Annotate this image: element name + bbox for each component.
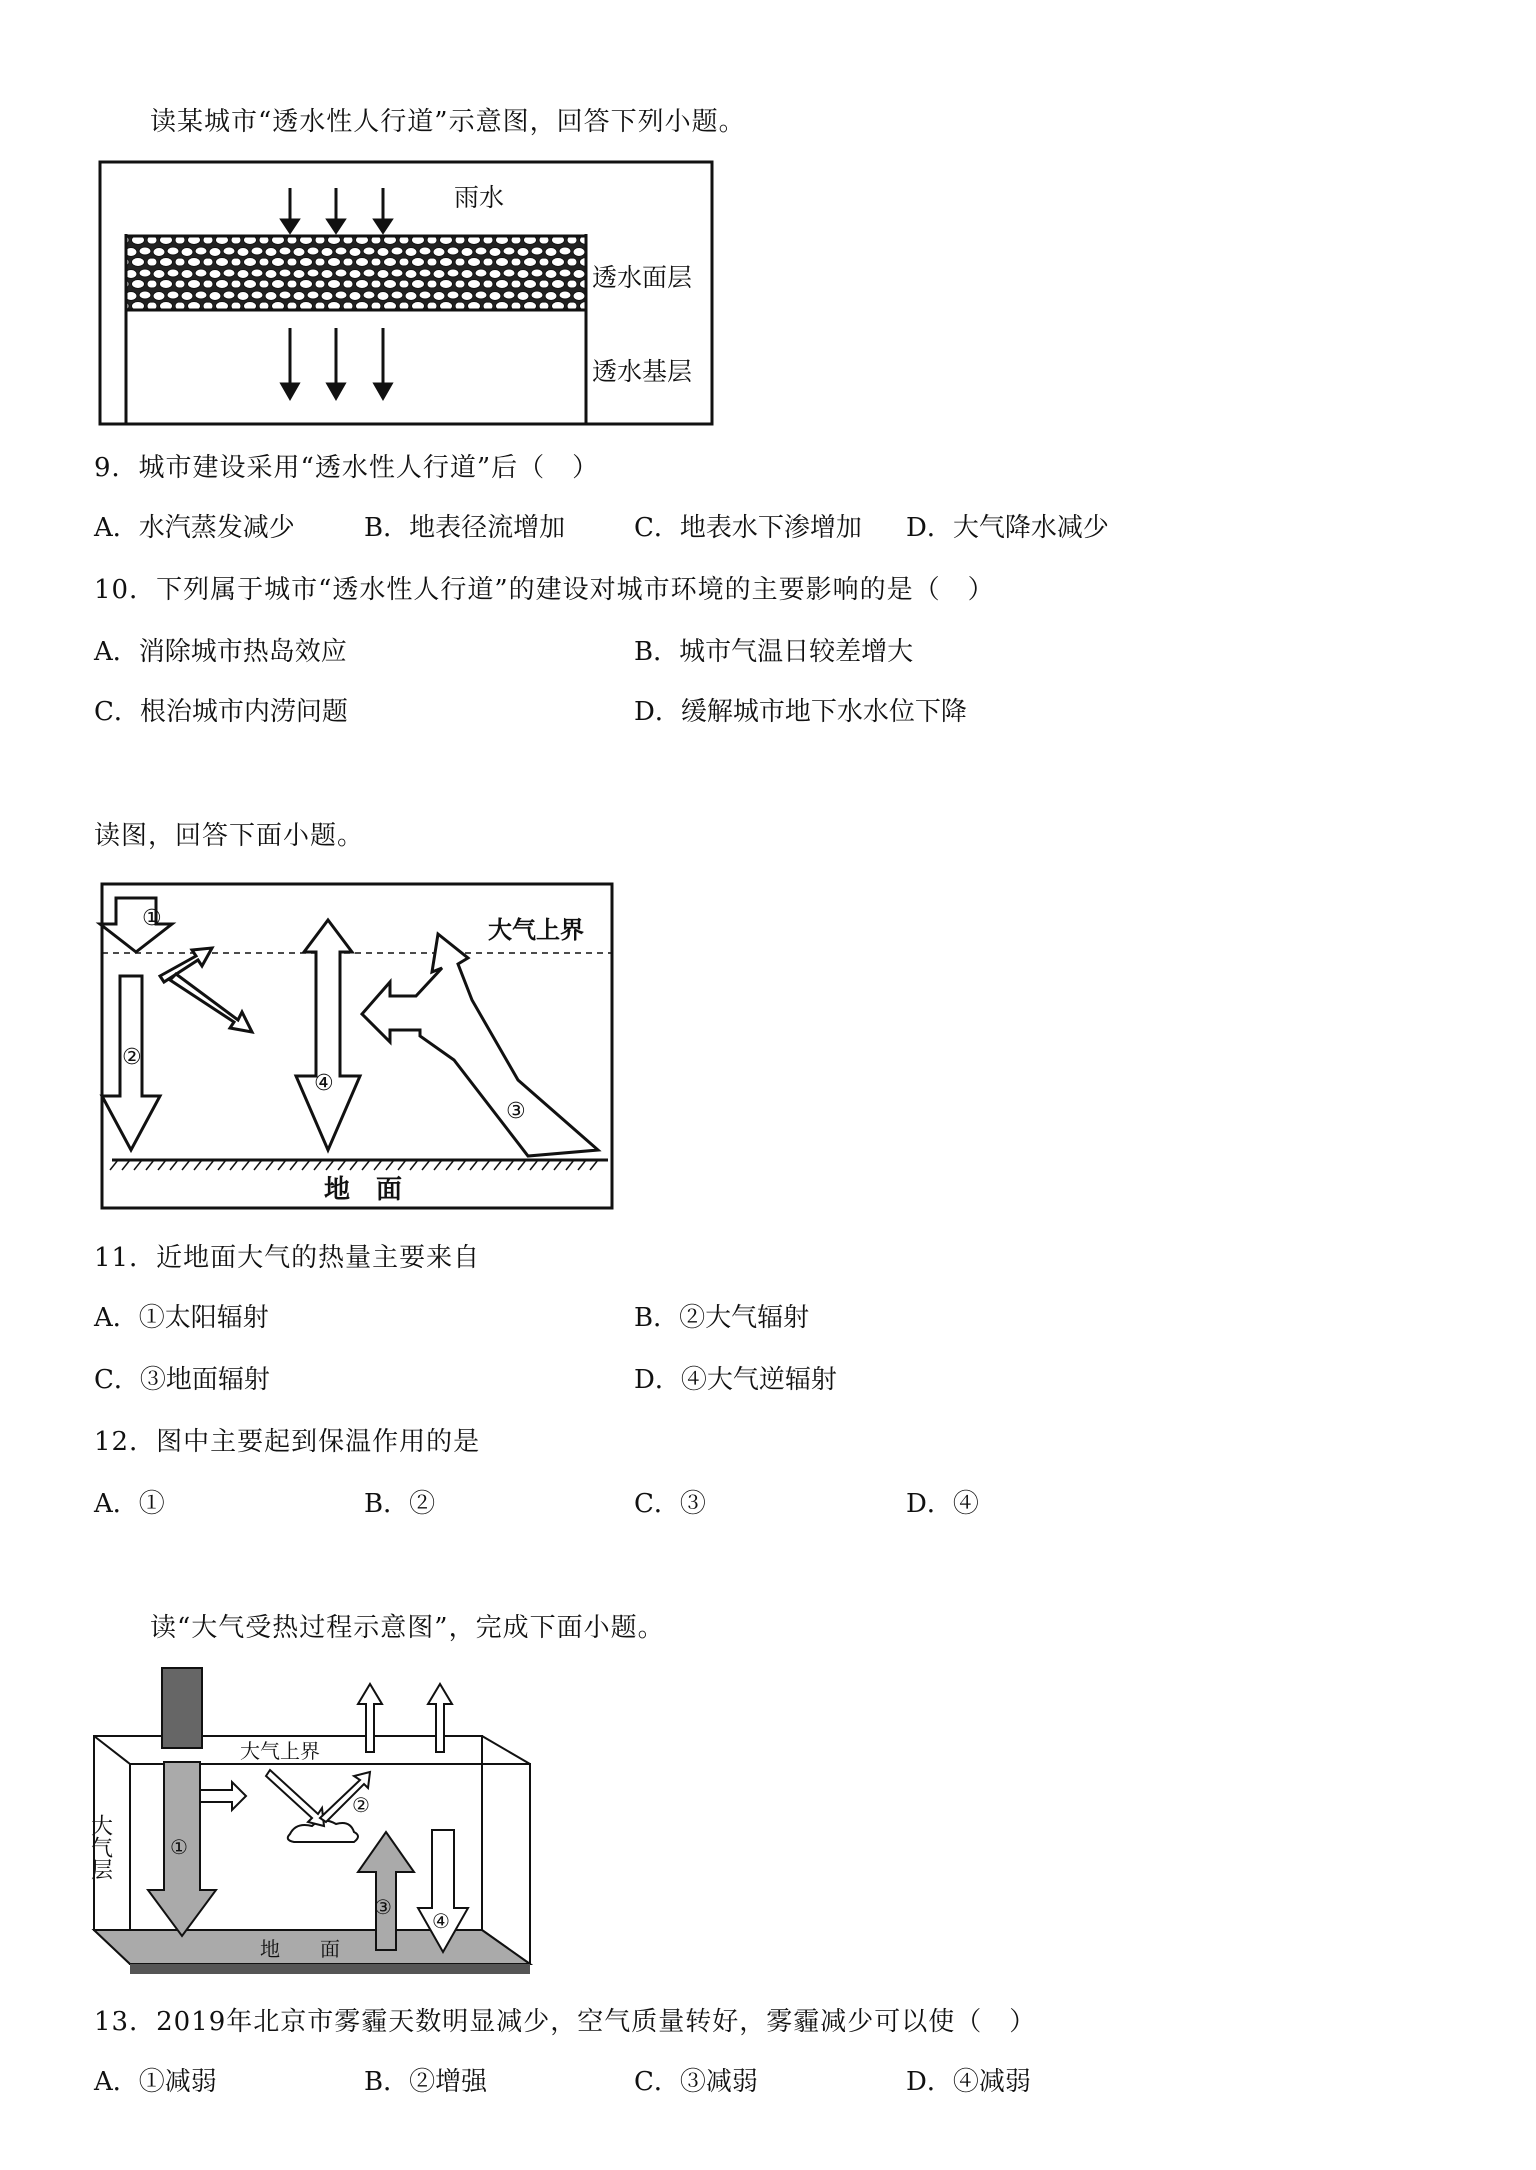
q13-option-b[interactable]: B．②增强 [364, 2067, 488, 2097]
q9-stem: 9．城市建设采用“透水性人行道”后（ ） [94, 453, 600, 483]
q9-option-c[interactable]: C．地表水下渗增加 [634, 513, 862, 543]
q9-option-d[interactable]: D．大气降水减少 [906, 513, 1109, 543]
q11-option-d[interactable]: D．④大气逆辐射 [634, 1365, 837, 1395]
permeable-sidewalk-diagram [96, 158, 716, 428]
q9-option-a[interactable]: A．水汽蒸发减少 [94, 513, 295, 543]
q10-stem: 10．下列属于城市“透水性人行道”的建设对城市环境的主要影响的是（ ） [94, 575, 995, 605]
q10-option-c[interactable]: C．根治城市内涝问题 [94, 697, 348, 727]
intro-2: 读图，回答下面小题。 [94, 821, 365, 851]
q11-option-b[interactable]: B．②大气辐射 [634, 1303, 810, 1333]
atmosphere-top-label: 大气上界 [488, 916, 584, 944]
q11-stem: 11．近地面大气的热量主要来自 [94, 1243, 481, 1273]
label-3: ③ [374, 1895, 392, 1919]
q12-option-c[interactable]: C．③ [634, 1489, 706, 1519]
label-1: ① [170, 1835, 188, 1859]
atmosphere-heating-diagram [87, 1664, 550, 1978]
rain-label: 雨水 [454, 183, 505, 212]
intro-1: 读某城市“透水性人行道”示意图，回答下列小题。 [150, 107, 746, 137]
ground-label: 地 面 [324, 1175, 403, 1205]
q12-option-d[interactable]: D．④ [906, 1489, 979, 1519]
label-3: ③ [506, 1099, 526, 1124]
q12-stem: 12．图中主要起到保温作用的是 [94, 1427, 481, 1457]
q13-option-c[interactable]: C．③减弱 [634, 2067, 758, 2097]
q12-option-a[interactable]: A．① [94, 1489, 165, 1519]
label-4: ④ [314, 1071, 334, 1096]
intro-3: 读“大气受热过程示意图”，完成下面小题。 [150, 1613, 665, 1643]
atmosphere-layer-label: 大气层 [87, 1814, 113, 1880]
q11-option-a[interactable]: A．①太阳辐射 [94, 1303, 269, 1333]
ground-label: 地 面 [260, 1937, 340, 1961]
label-2: ② [352, 1793, 370, 1817]
radiation-diagram [98, 880, 618, 1210]
q13-option-a[interactable]: A．①减弱 [94, 2067, 217, 2097]
label-4: ④ [432, 1909, 450, 1933]
label-2: ② [122, 1045, 142, 1070]
atmosphere-top-label: 大气上界 [240, 1739, 320, 1763]
q12-option-b[interactable]: B．② [364, 1489, 436, 1519]
q13-stem: 13．2019年北京市雾霾天数明显减少，空气质量转好，雾霾减少可以使（ ） [94, 2007, 1037, 2037]
q11-option-c[interactable]: C．③地面辐射 [94, 1365, 270, 1395]
q9-option-b[interactable]: B．地表径流增加 [364, 513, 566, 543]
surface-layer-label: 透水面层 [592, 263, 693, 292]
q10-option-d[interactable]: D．缓解城市地下水水位下降 [634, 697, 967, 727]
label-1: ① [142, 906, 162, 931]
base-layer-label: 透水基层 [592, 357, 693, 386]
q10-option-a[interactable]: A．消除城市热岛效应 [94, 637, 347, 667]
q10-option-b[interactable]: B．城市气温日较差增大 [634, 637, 914, 667]
q13-option-d[interactable]: D．④减弱 [906, 2067, 1031, 2097]
